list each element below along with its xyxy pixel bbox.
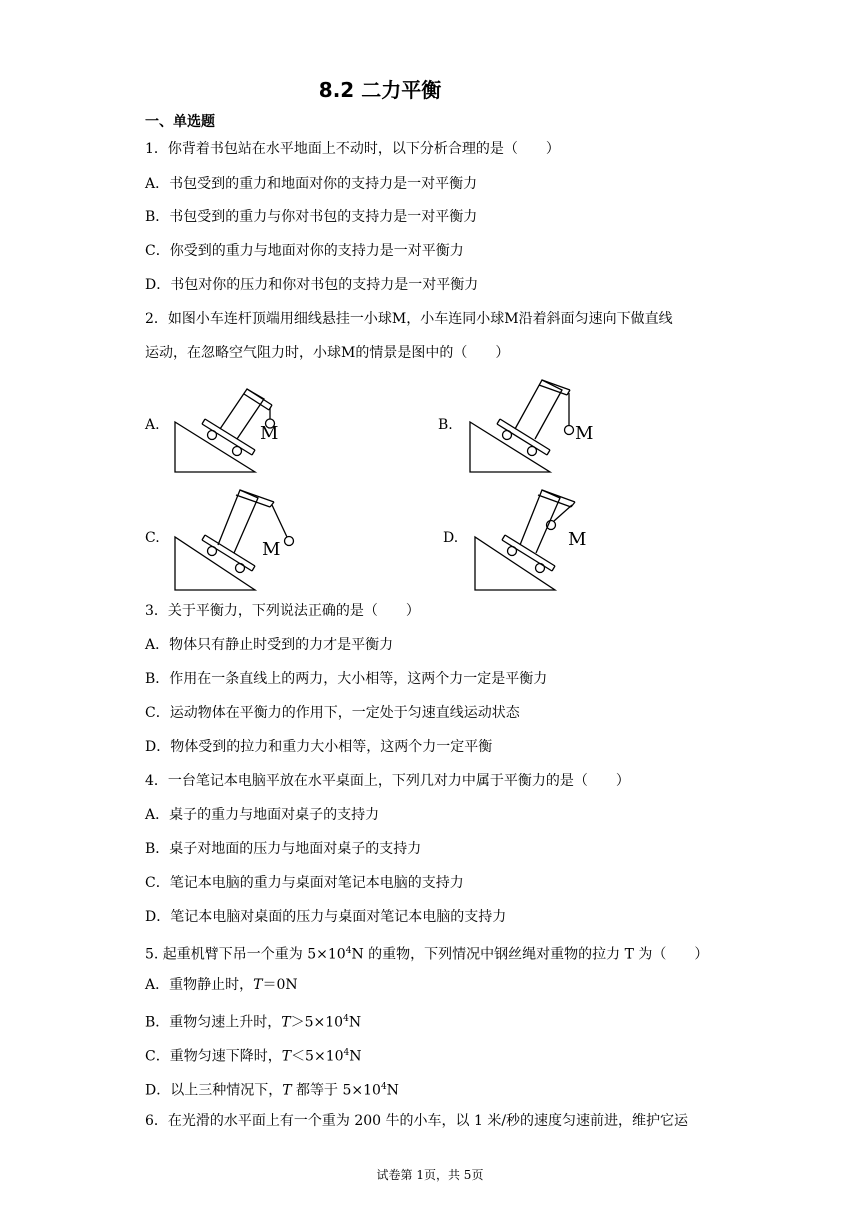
q2-figure-c — [170, 485, 310, 595]
ball-label: M — [568, 529, 587, 550]
q3-option-d: D．物体受到的拉力和重力大小相等，这两个力一定平衡 — [145, 739, 493, 755]
string — [272, 505, 287, 537]
q2-figure-b — [465, 375, 600, 477]
q1-option-c: C．你受到的重力与地面对你的支持力是一对平衡力 — [145, 243, 464, 259]
q5-option-d: D．以上三种情况下，T 都等于 $5\times 10^4N$ — [145, 1082, 399, 1099]
q4-option-c: C．笔记本电脑的重力与桌面对笔记本电脑的支持力 — [145, 875, 464, 891]
wheel — [236, 564, 245, 573]
wheel — [528, 447, 537, 456]
q4-option-b: B．桌子对地面的压力与地面对桌子的支持力 — [145, 841, 422, 857]
wheel — [508, 547, 517, 556]
wheel — [503, 431, 512, 440]
q2-figure-a-label: A. — [145, 417, 160, 433]
incline — [470, 422, 550, 472]
q4-option-a: A．桌子的重力与地面对桌子的支持力 — [145, 807, 380, 823]
q1-option-d: D．书包对你的压力和你对书包的支持力是一对平衡力 — [145, 277, 479, 293]
q2-figure-d — [470, 485, 600, 595]
ball-label: M — [262, 539, 281, 560]
q5-option-c: C．重物匀速下降时，$T<5\times 10^4N$ — [145, 1048, 362, 1065]
q2-figure-a — [170, 375, 300, 477]
page-footer: 试卷第 1页，共 5页 — [376, 1168, 484, 1182]
incline — [175, 537, 255, 590]
wheel — [536, 564, 545, 573]
q4-stem: 4．一台笔记本电脑平放在水平桌面上，下列几对力中属于平衡力的是（ ） — [145, 773, 630, 789]
q4-option-d: D．笔记本电脑对桌面的压力与桌面对笔记本电脑的支持力 — [145, 909, 507, 925]
q1-option-a: A．书包受到的重力和地面对你的支持力是一对平衡力 — [145, 176, 478, 192]
page-title: 8.2 二力平衡 — [318, 78, 442, 102]
wheel — [233, 447, 242, 456]
q2-figure-c-label: C. — [145, 530, 160, 546]
wheel — [208, 431, 217, 440]
q2-stem-line1: 2．如图小车连杆顶端用细线悬挂一小球M，小车连同小球M沿着斜面匀速向下做直线 — [145, 311, 673, 327]
q3-option-a: A．物体只有静止时受到的力才是平衡力 — [145, 637, 394, 653]
q3-option-c: C．运动物体在平衡力的作用下，一定处于匀速直线运动状态 — [145, 705, 520, 721]
q3-option-b: B．作用在一条直线上的两力，大小相等，这两个力一定是平衡力 — [145, 671, 548, 687]
ball-label: M — [575, 423, 594, 444]
q1-stem: 1．你背着书包站在水平地面上不动时，以下分析合理的是（ ） — [145, 141, 560, 157]
q5-stem: 5. 起重机臂下吊一个重为 $5\times 10^4N$ 的重物，下列情况中钢丝绳对重物的拉力 T 为（ ） — [145, 946, 709, 963]
q6-stem: 6．在光滑的水平面上有一个重为 200 牛的小车，以 1 米/秒的速度匀速前进，维护它运 — [145, 1113, 689, 1129]
incline — [475, 537, 555, 590]
wheel — [208, 547, 217, 556]
string — [554, 505, 572, 521]
ball — [285, 537, 294, 546]
q3-stem: 3．关于平衡力，下列说法正确的是（ ） — [145, 603, 420, 619]
section-heading: 一、单选题 — [145, 114, 215, 130]
ball — [565, 426, 574, 435]
q1-option-b: B．书包受到的重力与你对书包的支持力是一对平衡力 — [145, 209, 478, 225]
q2-figure-b-label: B. — [438, 417, 453, 433]
q2-stem-line2: 运动，在忽略空气阻力时，小球M的情景是图中的（ ） — [145, 345, 510, 361]
ball-label: M — [260, 423, 279, 444]
q2-figure-d-label: D. — [443, 530, 459, 546]
q5-option-a: A．重物静止时，T＝0N — [145, 977, 298, 993]
q5-option-b: B．重物匀速上升时，$T>5\times 10^4N$ — [145, 1014, 362, 1031]
